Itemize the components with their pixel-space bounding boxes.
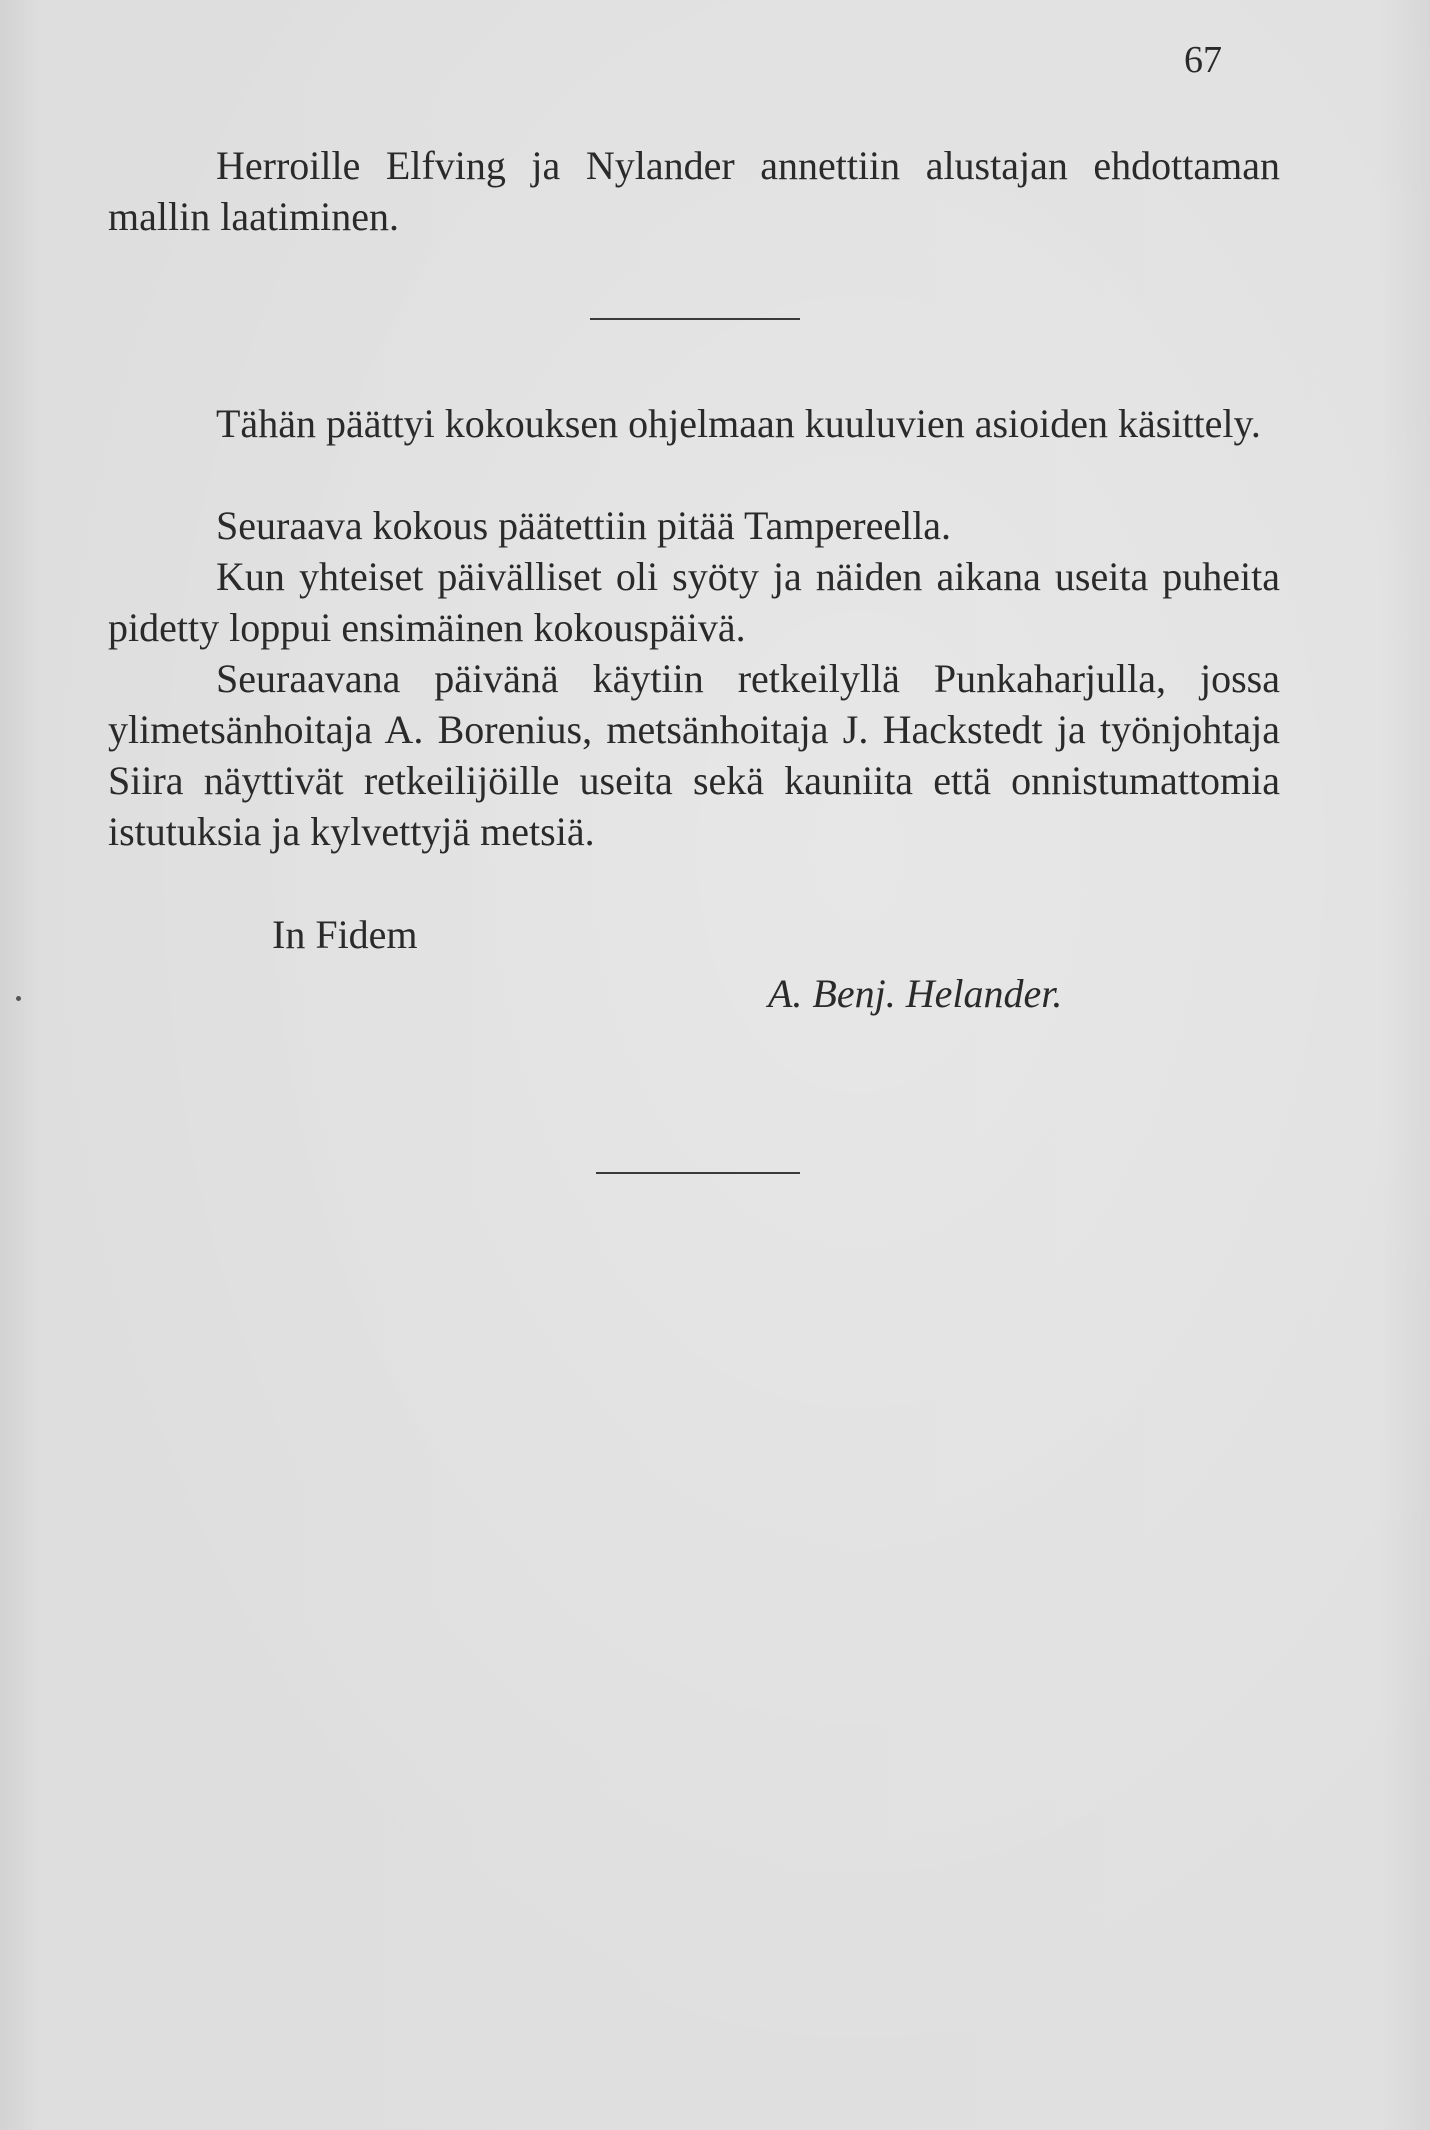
section-divider-bottom: [596, 1172, 800, 1174]
print-speck: [16, 996, 21, 1001]
page-number: 67: [1184, 39, 1222, 81]
signature: A. Benj. Helander.: [768, 971, 1063, 1016]
section-divider-top: [590, 318, 800, 320]
paragraph-agenda-ended: Tähän päättyi kokouksen ohjelmaan kuuluvien asioiden käsittely.: [216, 401, 1261, 446]
paragraph-first-day-ended: Kun yhteiset päivälliset oli syöty ja näiden aikana useita puheita pidetty loppui ensimäinen kokouspäivä.: [108, 554, 1280, 650]
paragraph-elfving-nylander: Herroille Elfving ja Nylander annettiin alustajan ehdottaman mallin laatiminen.: [108, 143, 1280, 239]
closing-phrase: In Fidem: [272, 912, 418, 957]
paragraph-next-meeting: Seuraava kokous päätettiin pitää Tampereella.: [216, 503, 952, 548]
paragraph-excursion-punkaharju: Seuraavana päivänä käytiin retkeilyllä Punkaharjulla, jossa ylimetsänhoitaja A. Borenius, metsänhoitaja J. Hackstedt ja työnjohtaja Siira näyttivät retkeilijöille useita sekä kauniita että onnistumattomia istutuksia ja kylvettyjä metsiä.: [108, 656, 1280, 854]
